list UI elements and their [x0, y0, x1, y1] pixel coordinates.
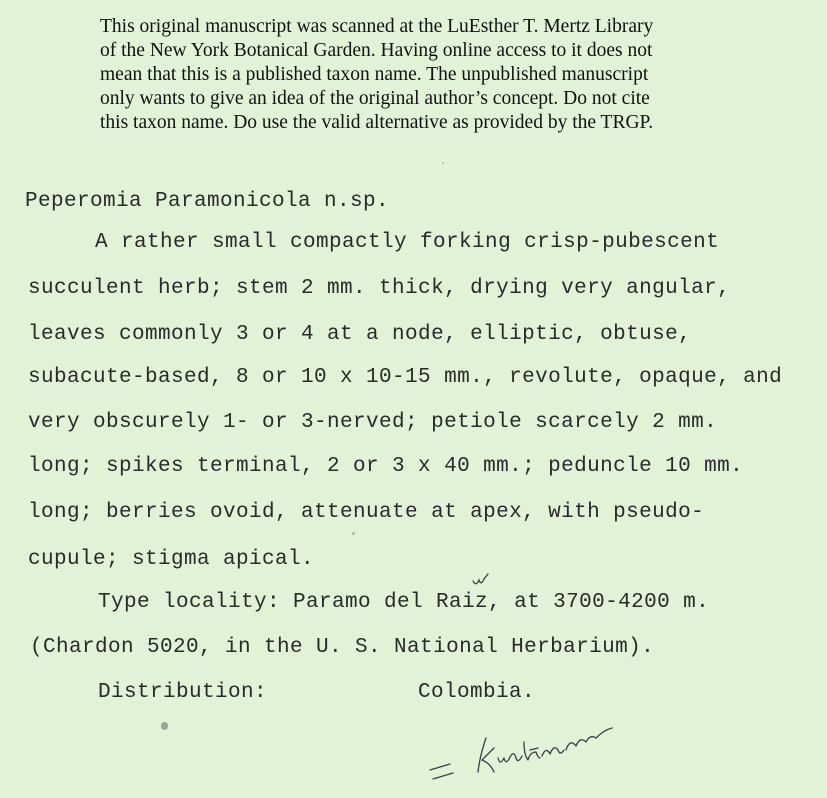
description-line: cupule; stigma apical. — [28, 548, 315, 571]
type-locality-line: (Chardon 5020, in the U. S. National Herbarium). — [30, 636, 655, 659]
notice-line: this taxon name. Do use the valid alternative as provided by the TRGP. — [100, 112, 654, 133]
notice-line: of the New York Botanical Garden. Having online access to it does not — [100, 40, 653, 61]
description-line: subacute-based, 8 or 10 x 10-15 mm., revolute, opaque, and — [28, 366, 783, 389]
library-notice — [100, 15, 800, 135]
handwritten-signature — [420, 700, 640, 790]
notice-line: mean that this is a published taxon name. The unpublished manuscript — [100, 64, 649, 85]
description-line: succulent herb; stem 2 mm. thick, drying very angular, — [28, 277, 731, 300]
description-line: very obscurely 1- or 3-nerved; petiole scarcely 2 mm. — [28, 411, 718, 434]
description-line: leaves commonly 3 or 4 at a node, elliptic, obtuse, — [28, 323, 692, 346]
distribution-value: Colombia. — [418, 681, 536, 704]
description-line: A rather small compactly forking crisp-pubescent — [95, 231, 720, 254]
paper-speck — [161, 722, 168, 730]
type-locality-line: Type locality: Paramo del Raiz, at 3700-4200 m. — [98, 591, 710, 614]
description-line: long; spikes terminal, 2 or 3 x 40 mm.; peduncle 10 mm. — [28, 455, 744, 478]
species-title: Peperomia Paramonicola n.sp. — [25, 190, 390, 213]
paper-speck — [352, 532, 355, 535]
description-line: long; berries ovoid, attenuate at apex, with pseudo- — [28, 501, 705, 524]
notice-line: only wants to give an idea of the original author’s concept. Do not cite — [100, 88, 650, 109]
paper-speck — [442, 162, 444, 164]
distribution-label: Distribution: — [98, 681, 268, 704]
notice-line: This original manuscript was scanned at the LuEsther T. Mertz Library — [100, 16, 654, 37]
handwritten-accent-mark — [470, 572, 492, 590]
